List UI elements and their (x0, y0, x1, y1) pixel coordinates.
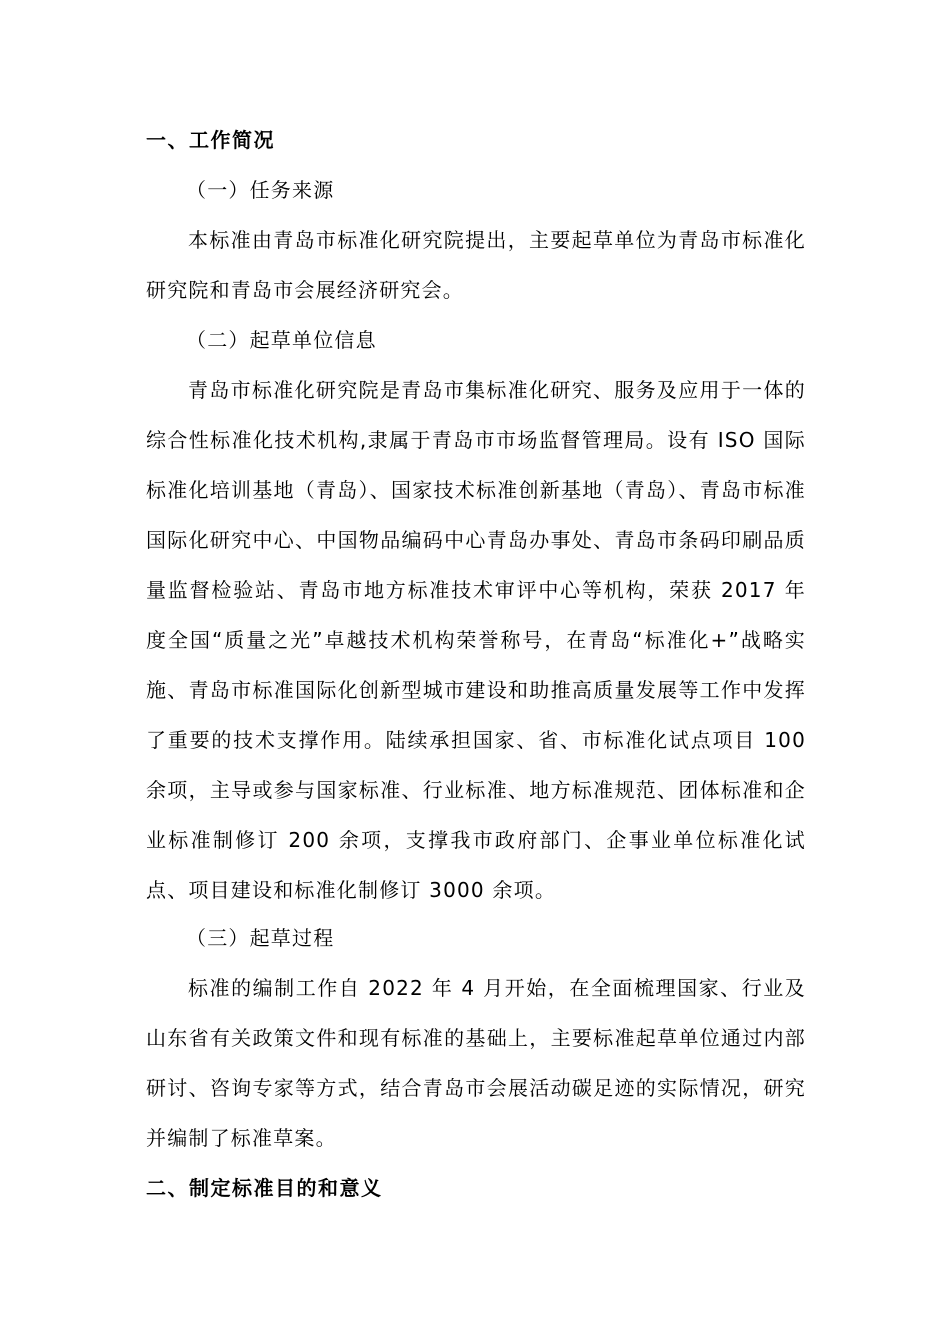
section-1-heading: 一、工作简况 (146, 128, 275, 152)
subsection-3-paragraph: 标准的编制工作自 2022 年 4 月开始，在全面梳理国家、行业及山东省有关政策文件和现有标准的基础上，主要标准起草单位通过内部研讨、咨询专家等方式，结合青岛市会展活动碳足迹的实际情况，研究并编制了标准草案。 (146, 976, 806, 1150)
subsection-3-heading: （三）起草过程 (186, 926, 335, 950)
subsection-1-heading: （一）任务来源 (186, 178, 335, 202)
subsection-2-paragraph: 青岛市标准化研究院是青岛市集标准化研究、服务及应用于一体的综合性标准化技术机构,隶属于青岛市市场监督管理局。设有 ISO 国际标准化培训基地（青岛）、国家技术标准创新基地（青岛）、青岛市标准国际化研究中心、中国物品编码中心青岛办事处、青岛市条码印刷品质量监督检验站、青岛市地方标准技术审评中心等机构，荣获 2017 年度全国“质量之光”卓越技术机构荣誉称号，在青岛“标准化+”战略实施、青岛市标准国际化创新型城市建设和助推高质量发展等工作中发挥了重要的技术支撑作用。陆续承担国家、省、市标准化试点项目 100 余项，主导或参与国家标准、行业标准、地方标准规范、团体标准和企业标准制修订 200 余项，支撑我市政府部门、企事业单位标准化试点、项目建设和标准化制修订 3000 余项。 (146, 378, 806, 902)
section-2-heading: 二、制定标准目的和意义 (146, 1176, 383, 1200)
subsection-1-paragraph: 本标准由青岛市标准化研究院提出，主要起草单位为青岛市标准化研究院和青岛市会展经济研究会。 (146, 228, 806, 302)
subsection-2-heading: （二）起草单位信息 (186, 328, 377, 352)
